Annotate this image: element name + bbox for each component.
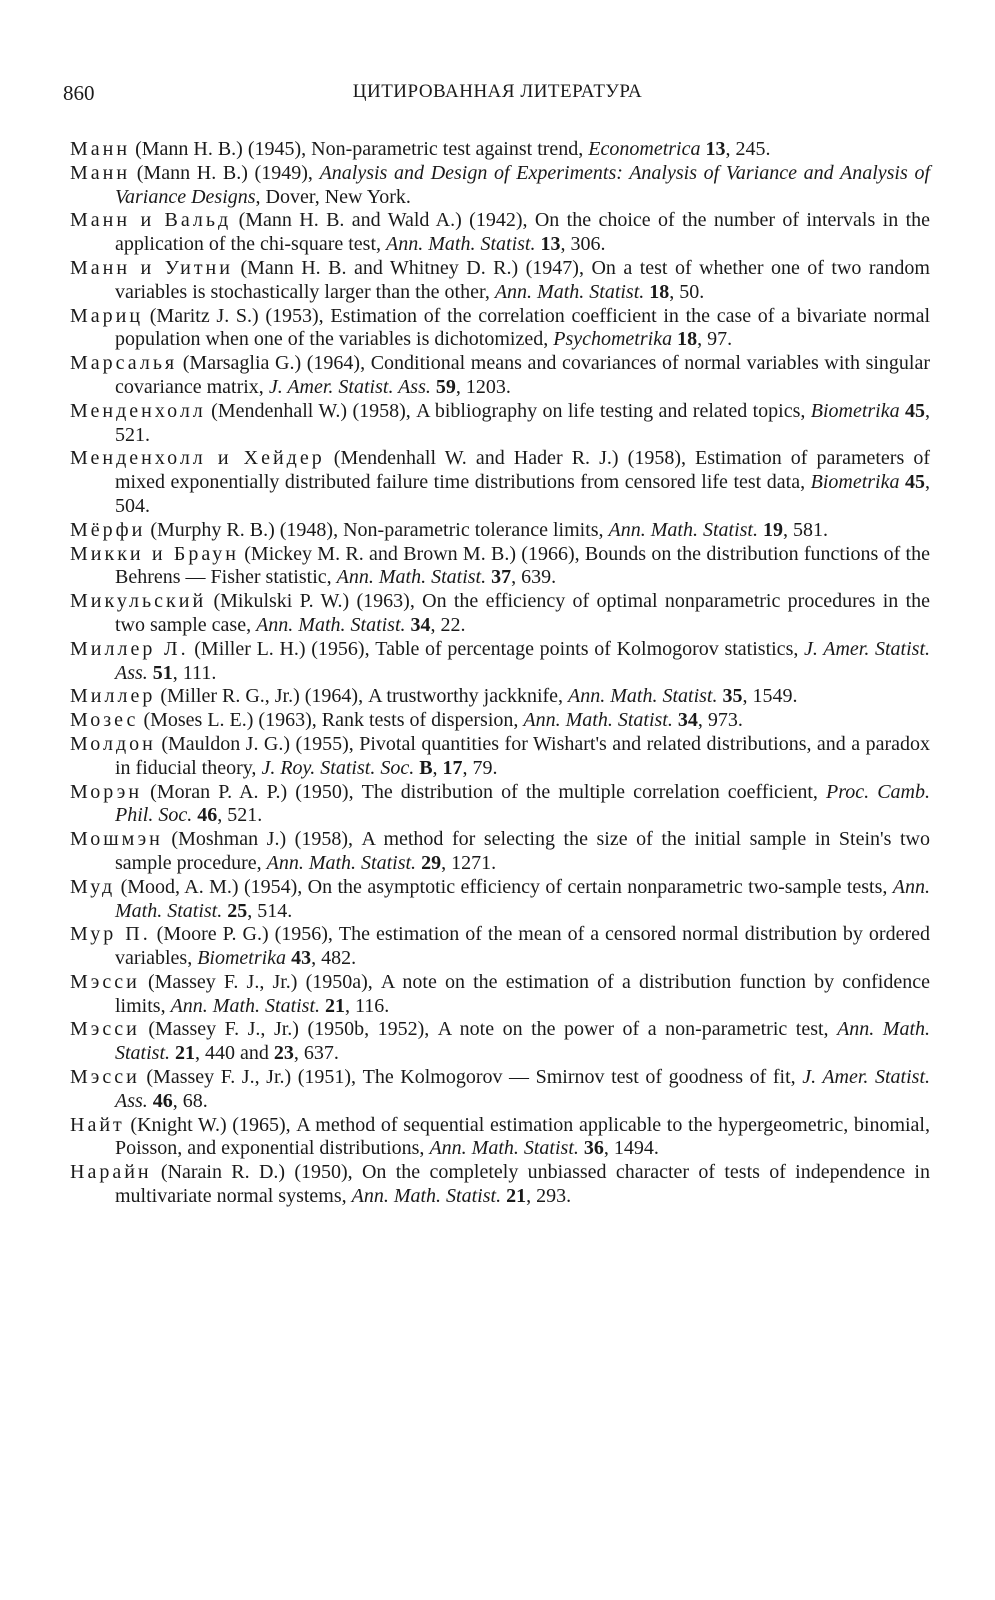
reference-text: , 97.	[697, 328, 733, 351]
reference-author: Микульский	[70, 590, 207, 613]
reference-text: , 22.	[430, 613, 466, 636]
reference-text: , 111.	[172, 661, 217, 684]
reference-source: Econometrica	[588, 138, 701, 160]
reference-author: Менденхолл	[70, 399, 206, 422]
reference-author: Мэсси	[70, 970, 140, 993]
reference-author: Нарайн	[70, 1161, 152, 1184]
reference-entry	[70, 543, 930, 591]
reference-volume: 21	[175, 1042, 196, 1065]
reference-text: , 1549.	[742, 685, 798, 708]
reference-source: Analysis and Design of Experiments: Analysis of Variance and Analysis of Variance Designs	[115, 161, 930, 208]
reference-text: (Moore P. G.) (1956), The estimation of the mean of a censored normal distribution by ordered variables,	[115, 923, 930, 970]
reference-entry	[70, 447, 930, 518]
reference-source: Ann. Math. Statist.	[523, 709, 673, 732]
reference-volume: 35	[722, 685, 743, 708]
reference-text: , 293.	[526, 1185, 572, 1208]
reference-text: (Miller L. H.) (1956), Table of percentage points of Kolmogorov statistics,	[188, 637, 805, 660]
reference-text: (Mann H. B.) (1945), Non-parametric test against trend,	[130, 138, 589, 160]
reference-source: Ann. Math. Statist.	[170, 994, 321, 1017]
reference-volume: 21	[325, 994, 346, 1017]
reference-author: Мэсси	[70, 1066, 140, 1089]
reference-author: Мошмэн	[70, 828, 163, 851]
reference-source: Biometrika	[197, 947, 287, 970]
reference-text: , 440 and	[195, 1042, 274, 1065]
reference-author: Манн	[70, 161, 131, 184]
reference-volume: 21	[506, 1185, 527, 1208]
reference-entry	[70, 971, 930, 1019]
reference-volume: 59	[435, 375, 456, 398]
reference-text: (Mann H. B. and Wald A.) (1942), On the choice of the number of intervals in the application of the chi-square test,	[115, 209, 930, 256]
reference-text: (Narain R. D.) (1950), On the completely unbiassed character of tests of independence in multivariate normal systems,	[115, 1161, 930, 1208]
reference-volume: 46	[152, 1089, 173, 1112]
reference-source: Ann. Math. Statist.	[568, 685, 718, 708]
reference-text: , 639.	[511, 566, 557, 589]
reference-source: Proc. Camb. Phil. Soc.	[115, 780, 930, 827]
reference-text: (Miller R. G., Jr.) (1964), A trustworthy jackknife,	[155, 685, 569, 708]
reference-author: Мэсси	[70, 1018, 140, 1041]
reference-source: Ann. Math. Statist.	[608, 518, 758, 541]
reference-entry	[70, 209, 930, 257]
reference-volume: 34	[410, 613, 431, 636]
reference-source: Ann. Math. Statist.	[115, 875, 930, 922]
reference-source: Ann. Math. Statist.	[256, 613, 406, 636]
reference-entry	[70, 1114, 930, 1162]
reference-text: (Massey F. J., Jr.) (1950b, 1952), A note on the power of a non-parametric test,	[139, 1018, 838, 1041]
reference-source: Ann. Math. Statist.	[429, 1137, 579, 1160]
reference-text: (Mendenhall W.) (1958), A bibliography on life testing and related topics,	[205, 399, 811, 422]
reference-text: (Massey F. J., Jr.) (1950a), A note on the estimation of a distribution function by confidence limits,	[115, 970, 930, 1017]
reference-entry	[70, 519, 930, 543]
reference-volume: 45	[905, 471, 926, 494]
reference-author: Манн и Уитни	[70, 256, 233, 279]
reference-volume: 17	[442, 756, 463, 779]
reference-text: (Mann H. B. and Whitney D. R.) (1947), On a test of whether one of two random variables is stochastically larger than the other,	[115, 256, 930, 303]
running-title: ЦИТИРОВАННАЯ ЛИТЕРАТУРА	[352, 81, 643, 102]
reference-text: , 116.	[345, 994, 390, 1017]
reference-author: Менденхолл и Хейдер	[70, 447, 325, 470]
reference-text: (Knight W.) (1965), A method of sequential estimation applicable to the hypergeometric, binomial, Poisson, and exponential distributions,	[115, 1113, 930, 1160]
reference-entry	[70, 257, 930, 305]
reference-text: , 504.	[115, 471, 931, 517]
reference-volume: 46	[197, 804, 218, 827]
reference-volume: B	[419, 756, 433, 779]
reference-volume: 36	[583, 1137, 604, 1160]
reference-source: Biometrika	[810, 471, 900, 494]
reference-entry	[70, 876, 930, 924]
reference-text: , 79.	[462, 756, 498, 779]
reference-source: J. Amer. Statist. Ass.	[115, 637, 931, 684]
reference-text: , 973.	[697, 709, 743, 732]
reference-text: , 514.	[247, 899, 293, 922]
reference-entry	[70, 685, 930, 709]
reference-author: Мур П.	[70, 923, 151, 946]
reference-author: Найт	[70, 1113, 125, 1136]
reference-entry	[70, 400, 930, 448]
reference-source: Biometrika	[810, 399, 900, 422]
reference-author: Миллер Л.	[70, 637, 189, 660]
reference-text: , 1271.	[441, 851, 497, 874]
reference-volume: 37	[491, 566, 512, 589]
reference-text: (Marsaglia G.) (1964), Conditional means and covariances of normal variables with singular covariance matrix,	[115, 352, 930, 398]
reference-text: (Maritz J. S.) (1953), Estimation of the correlation coefficient in the case of a bivariate normal population when one of the variables is dichotomized,	[115, 304, 930, 351]
reference-entry	[70, 1161, 930, 1209]
reference-source: Ann. Math. Statist.	[351, 1185, 502, 1208]
reference-source: Ann. Math. Statist.	[336, 566, 487, 589]
reference-source: J. Roy. Statist. Soc.	[261, 756, 415, 779]
reference-entry	[70, 1018, 930, 1066]
reference-text: (Murphy R. B.) (1948), Non-parametric tolerance limits,	[145, 518, 609, 541]
reference-entry	[70, 923, 930, 971]
reference-author: Молдон	[70, 732, 156, 755]
reference-entry	[70, 138, 930, 162]
reference-text: (Moran P. A. P.) (1950), The distribution of the multiple correlation coefficient,	[142, 780, 826, 803]
reference-text: (Mann H. B.) (1949),	[130, 161, 320, 184]
reference-entry	[70, 590, 930, 638]
reference-volume: 43	[291, 947, 312, 970]
reference-text: , 581.	[783, 518, 828, 541]
reference-volume: 19	[763, 518, 783, 541]
reference-author: Манн	[70, 138, 131, 160]
reference-source: Psychometrika	[553, 328, 673, 351]
reference-source: Ann. Math. Statist.	[386, 233, 536, 256]
reference-text: (Massey F. J., Jr.) (1951), The Kolmogorov — Smirnov test of goodness of fit,	[139, 1066, 803, 1089]
reference-text: , 306.	[560, 233, 606, 256]
reference-entry	[70, 638, 930, 686]
reference-author: Морэн	[70, 780, 143, 803]
reference-text: , 637.	[293, 1042, 339, 1065]
reference-author: Мёрфи	[70, 518, 146, 541]
reference-text: , 245.	[725, 138, 771, 160]
reference-text: (Moses L. E.) (1963), Rank tests of dispersion,	[138, 709, 524, 732]
reference-list	[70, 138, 930, 1209]
reference-author: Марсалья	[70, 352, 178, 375]
reference-volume: 25	[227, 899, 248, 922]
reference-author: Муд	[70, 875, 116, 898]
reference-volume: 34	[677, 709, 698, 732]
reference-source: J. Amer. Statist. Ass.	[268, 375, 431, 398]
reference-source: Ann. Math. Statist.	[494, 280, 645, 303]
reference-text: , 521.	[115, 399, 931, 446]
reference-entry	[70, 305, 930, 353]
reference-volume: 23	[273, 1042, 294, 1065]
reference-volume: 18	[649, 280, 670, 303]
reference-source: Ann. Math. Statist.	[266, 851, 417, 874]
reference-volume: 13	[705, 138, 726, 160]
reference-entry	[70, 709, 930, 733]
reference-entry	[70, 352, 930, 400]
reference-volume: 13	[540, 233, 561, 256]
reference-source: Ann. Math. Statist.	[115, 1018, 931, 1065]
reference-source: J. Amer. Statist. Ass.	[115, 1066, 930, 1112]
reference-volume: 51	[152, 661, 173, 684]
reference-text: , 50.	[669, 280, 705, 303]
reference-entry	[70, 781, 930, 829]
reference-author: Мариц	[70, 304, 144, 327]
reference-text: (Mendenhall W. and Hader R. J.) (1958), Estimation of parameters of mixed exponentially distributed failure time distributions from censored life test data,	[115, 447, 930, 494]
reference-entry	[70, 162, 930, 210]
reference-text: , 1203.	[455, 375, 511, 398]
page-number: 860	[63, 81, 95, 105]
reference-entry	[70, 1066, 930, 1114]
reference-author: Мозес	[70, 709, 139, 732]
reference-text: (Moshman J.) (1958), A method for selecting the size of the initial sample in Stein's two sample procedure,	[115, 828, 930, 874]
reference-author: Микки и Браун	[70, 542, 239, 565]
reference-text: , 1494.	[603, 1137, 659, 1160]
reference-author: Манн и Вальд	[70, 209, 232, 232]
reference-text: , 521.	[217, 804, 263, 827]
reference-text: (Mauldon J. G.) (1955), Pivotal quantities for Wishart's and related distributions, and a paradox in fiducial theory,	[115, 732, 930, 779]
reference-text: , 482.	[311, 947, 357, 970]
reference-volume: 29	[421, 851, 442, 874]
reference-text: ,	[432, 756, 443, 779]
reference-text: , Dover, New York.	[255, 185, 411, 208]
reference-text: , 68.	[172, 1089, 208, 1112]
reference-volume: 45	[905, 399, 926, 422]
reference-entry	[70, 828, 930, 876]
reference-text: (Mood, A. M.) (1954), On the asymptotic efficiency of certain nonparametric two-sample tests,	[115, 875, 893, 898]
reference-volume: 18	[677, 328, 698, 351]
reference-entry	[70, 733, 930, 781]
reference-text: (Mikulski P. W.) (1963), On the efficiency of optimal nonparametric procedures in the two sample case,	[115, 590, 930, 636]
reference-author: Миллер	[70, 685, 156, 708]
reference-text: (Mickey M. R. and Brown M. B.) (1966), Bounds on the distribution functions of the Behrens — Fisher statistic,	[115, 542, 930, 589]
